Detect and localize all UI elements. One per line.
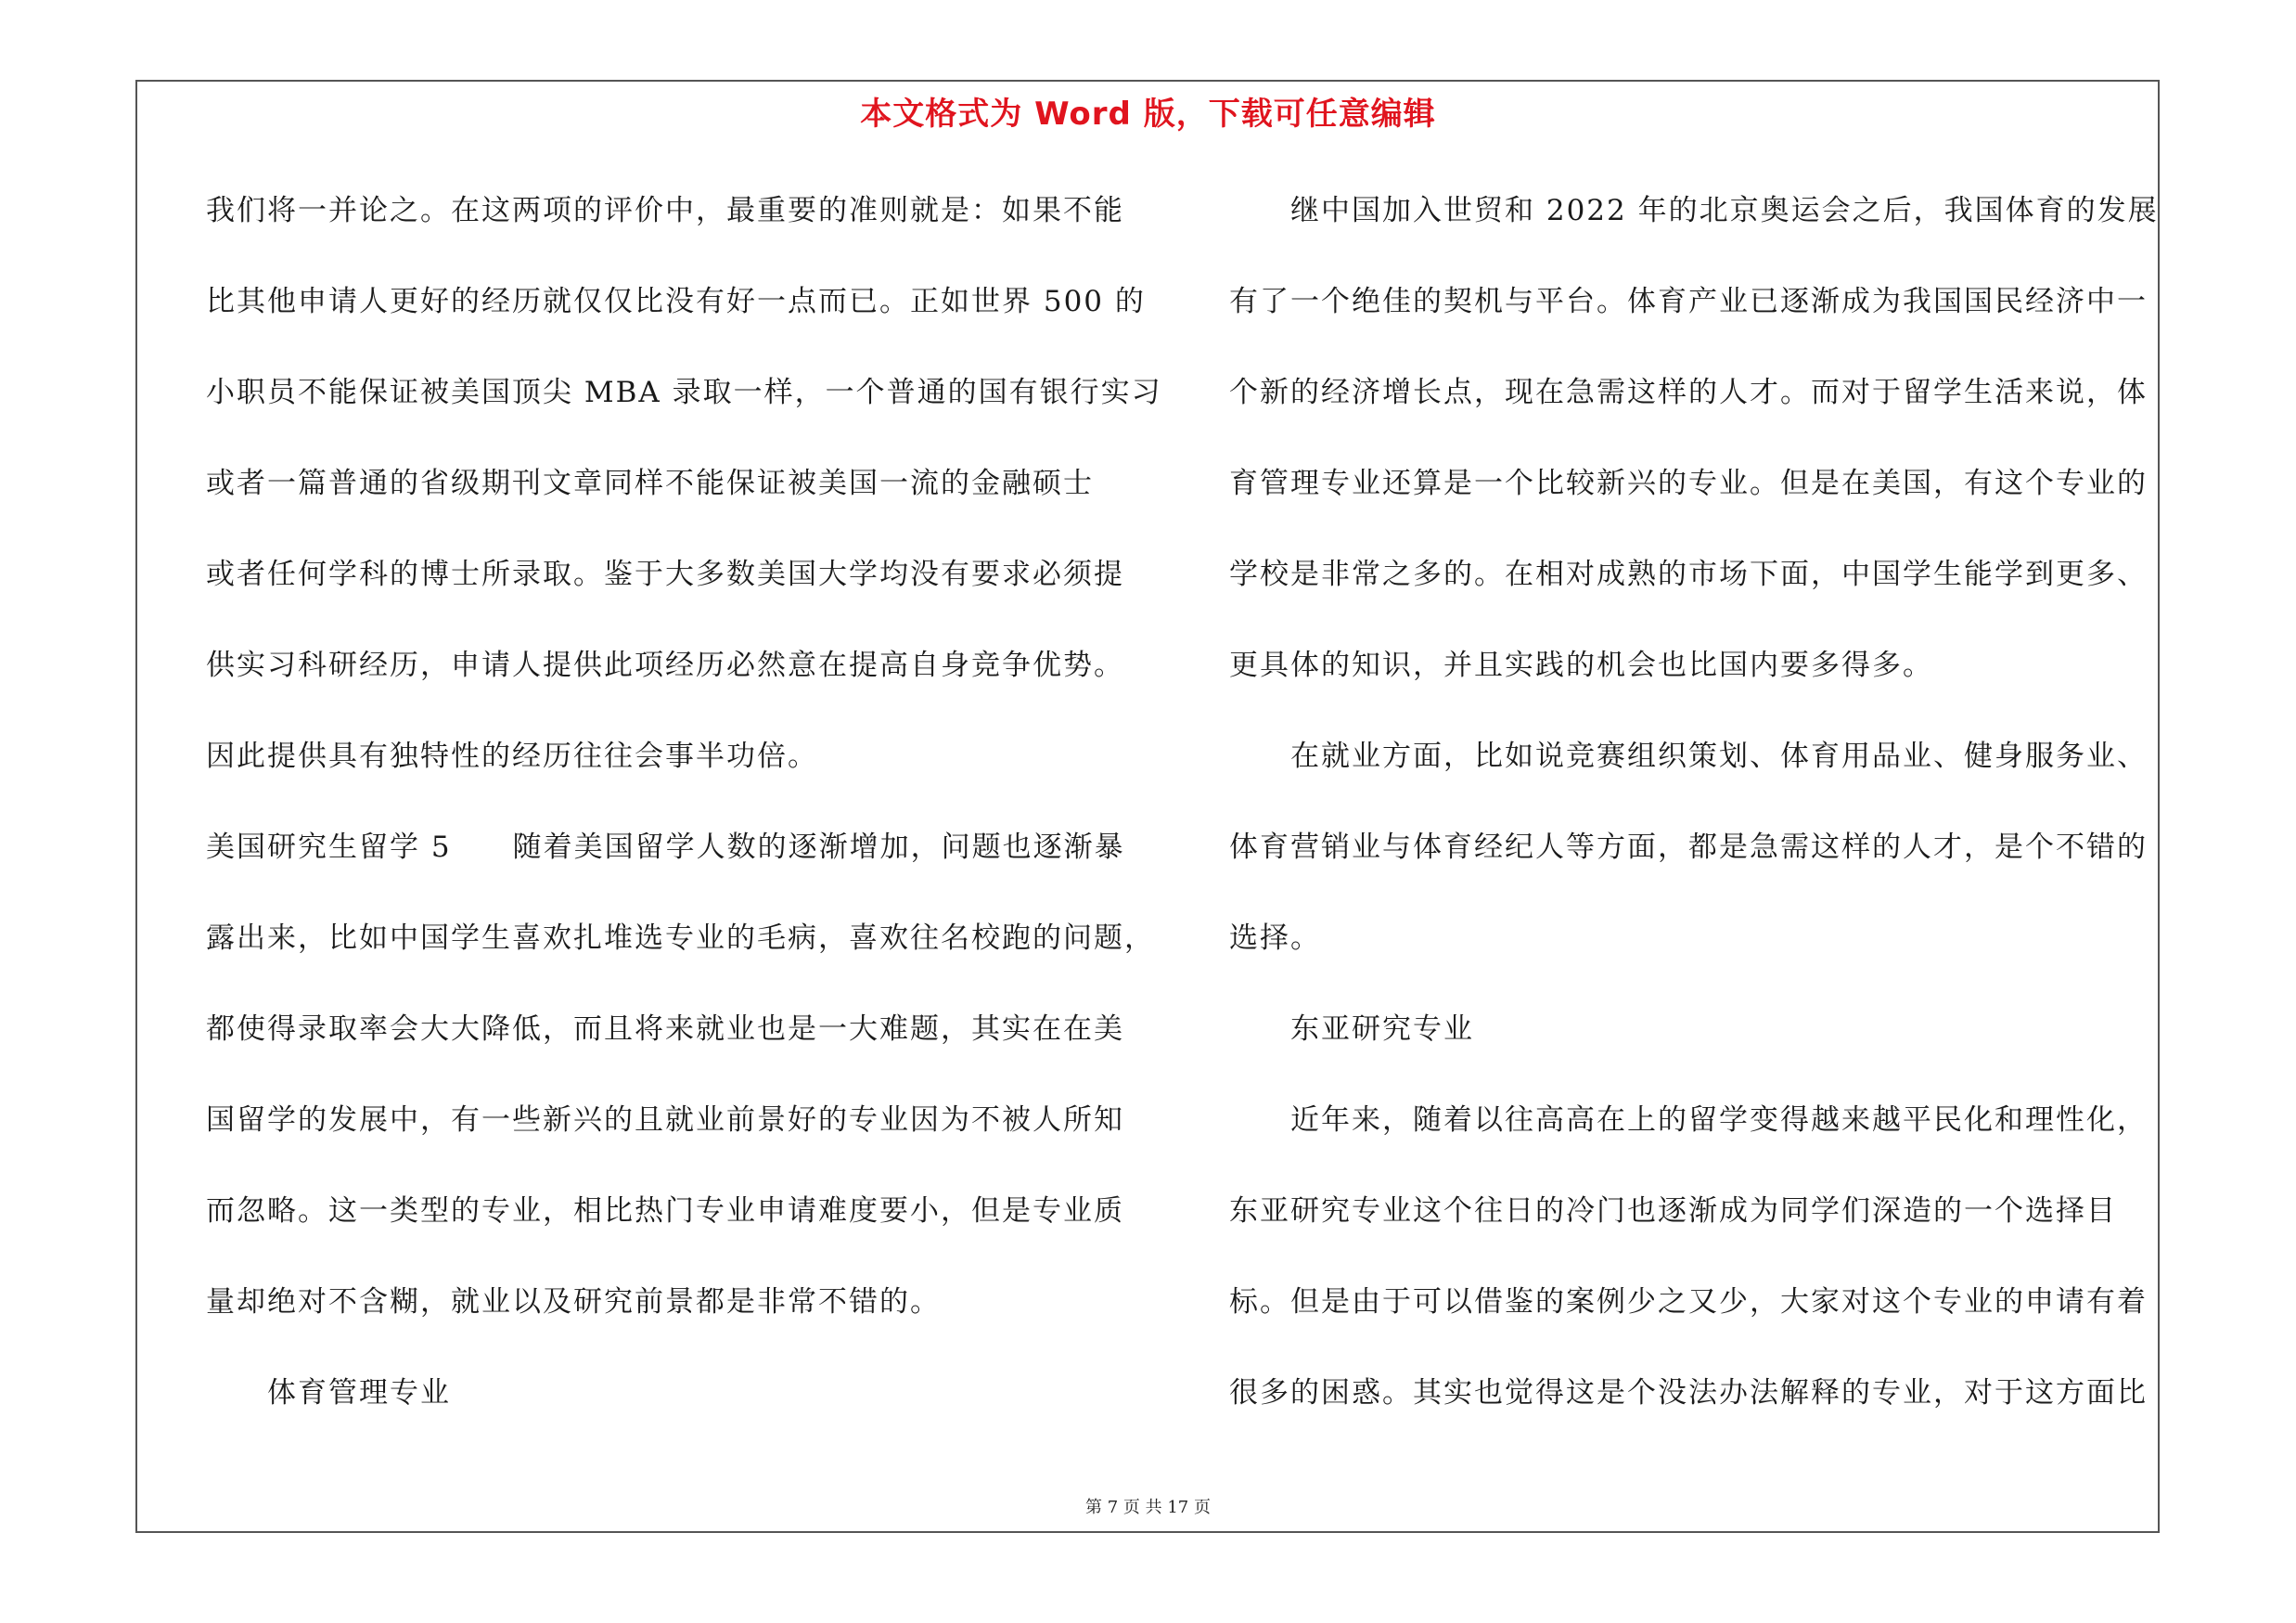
text-line: 很多的困惑。其实也觉得这是个没法办法解释的专业，对于这方面比 xyxy=(1229,1376,2148,1410)
text-line: 供实习科研经历，申请人提供此项经历必然意在提高自身竞争优势。 xyxy=(206,649,1124,682)
left-text-column xyxy=(206,183,1162,1456)
text-line: 个新的经济增长点，现在急需这样的人才。而对于留学生活来说，体 xyxy=(1229,376,2148,409)
text-line: 国留学的发展中，有一些新兴的且就业前景好的专业因为不被人所知 xyxy=(206,1103,1124,1137)
text-line: 育管理专业还算是一个比较新兴的专业。但是在美国，有这个专业的 xyxy=(1229,467,2148,500)
text-line: 而忽略。这一类型的专业，相比热门专业申请难度要小，但是专业质 xyxy=(206,1194,1124,1228)
page-banner: 本文格式为 Word 版，下载可任意编辑 xyxy=(860,96,1436,133)
text-line: 我们将一并论之。在这两项的评价中，最重要的准则就是：如果不能 xyxy=(206,194,1124,227)
text-line: 东亚研究专业这个往日的冷门也逐渐成为同学们深造的一个选择目 xyxy=(1229,1194,2117,1228)
text-line: 因此提供具有独特性的经历往往会事半功倍。 xyxy=(206,740,818,773)
text-line: 有了一个绝佳的契机与平台。体育产业已逐渐成为我国国民经济中一 xyxy=(1229,285,2148,318)
text-line: 标。但是由于可以借鉴的案例少之又少，大家对这个专业的申请有着 xyxy=(1229,1285,2148,1319)
text-line: 露出来，比如中国学生喜欢扎堆选专业的毛病，喜欢往名校跑的问题， xyxy=(206,921,1155,955)
text-line: 或者一篇普通的省级期刊文章同样不能保证被美国一流的金融硕士 xyxy=(206,467,1094,500)
right-text-column xyxy=(1229,183,2175,1456)
text-line: 或者任何学科的博士所录取。鉴于大多数美国大学均没有要求必须提 xyxy=(206,558,1124,591)
text-line: 近年来，随着以往高高在上的留学变得越来越平民化和理性化， xyxy=(1290,1103,2148,1137)
text-line: 都使得录取率会大大降低，而且将来就业也是一大难题，其实在在美 xyxy=(206,1012,1124,1046)
page-number-footer: 第 7 页 共 17 页 xyxy=(1085,1498,1211,1517)
text-line: 量却绝对不含糊，就业以及研究前景都是非常不错的。 xyxy=(206,1285,941,1319)
text-line: 体育营销业与体育经纪人等方面，都是急需这样的人才，是个不错的 xyxy=(1229,831,2148,864)
text-line: 小职员不能保证被美国顶尖 MBA 录取一样，一个普通的国有银行实习 xyxy=(206,376,1162,409)
section-heading-east-asian-studies: 东亚研究专业 xyxy=(1290,1012,1474,1046)
text-line: 继中国加入世贸和 2022 年的北京奥运会之后，我国体育的发展 xyxy=(1290,194,2159,227)
section-heading-sports-management: 体育管理专业 xyxy=(267,1376,451,1410)
text-line: 在就业方面，比如说竞赛组织策划、体育用品业、健身服务业、 xyxy=(1290,740,2148,773)
text-line: 比其他申请人更好的经历就仅仅比没有好一点而已。正如世界 500 的 xyxy=(206,285,1146,318)
text-line: 学校是非常之多的。在相对成熟的市场下面，中国学生能学到更多、 xyxy=(1229,558,2148,591)
text-line: 选择。 xyxy=(1229,921,1321,955)
text-line: 更具体的知识，并且实践的机会也比国内要多得多。 xyxy=(1229,649,1933,682)
text-line: 美国研究生留学 5 随着美国留学人数的逐渐增加，问题也逐渐暴 xyxy=(206,831,1125,864)
